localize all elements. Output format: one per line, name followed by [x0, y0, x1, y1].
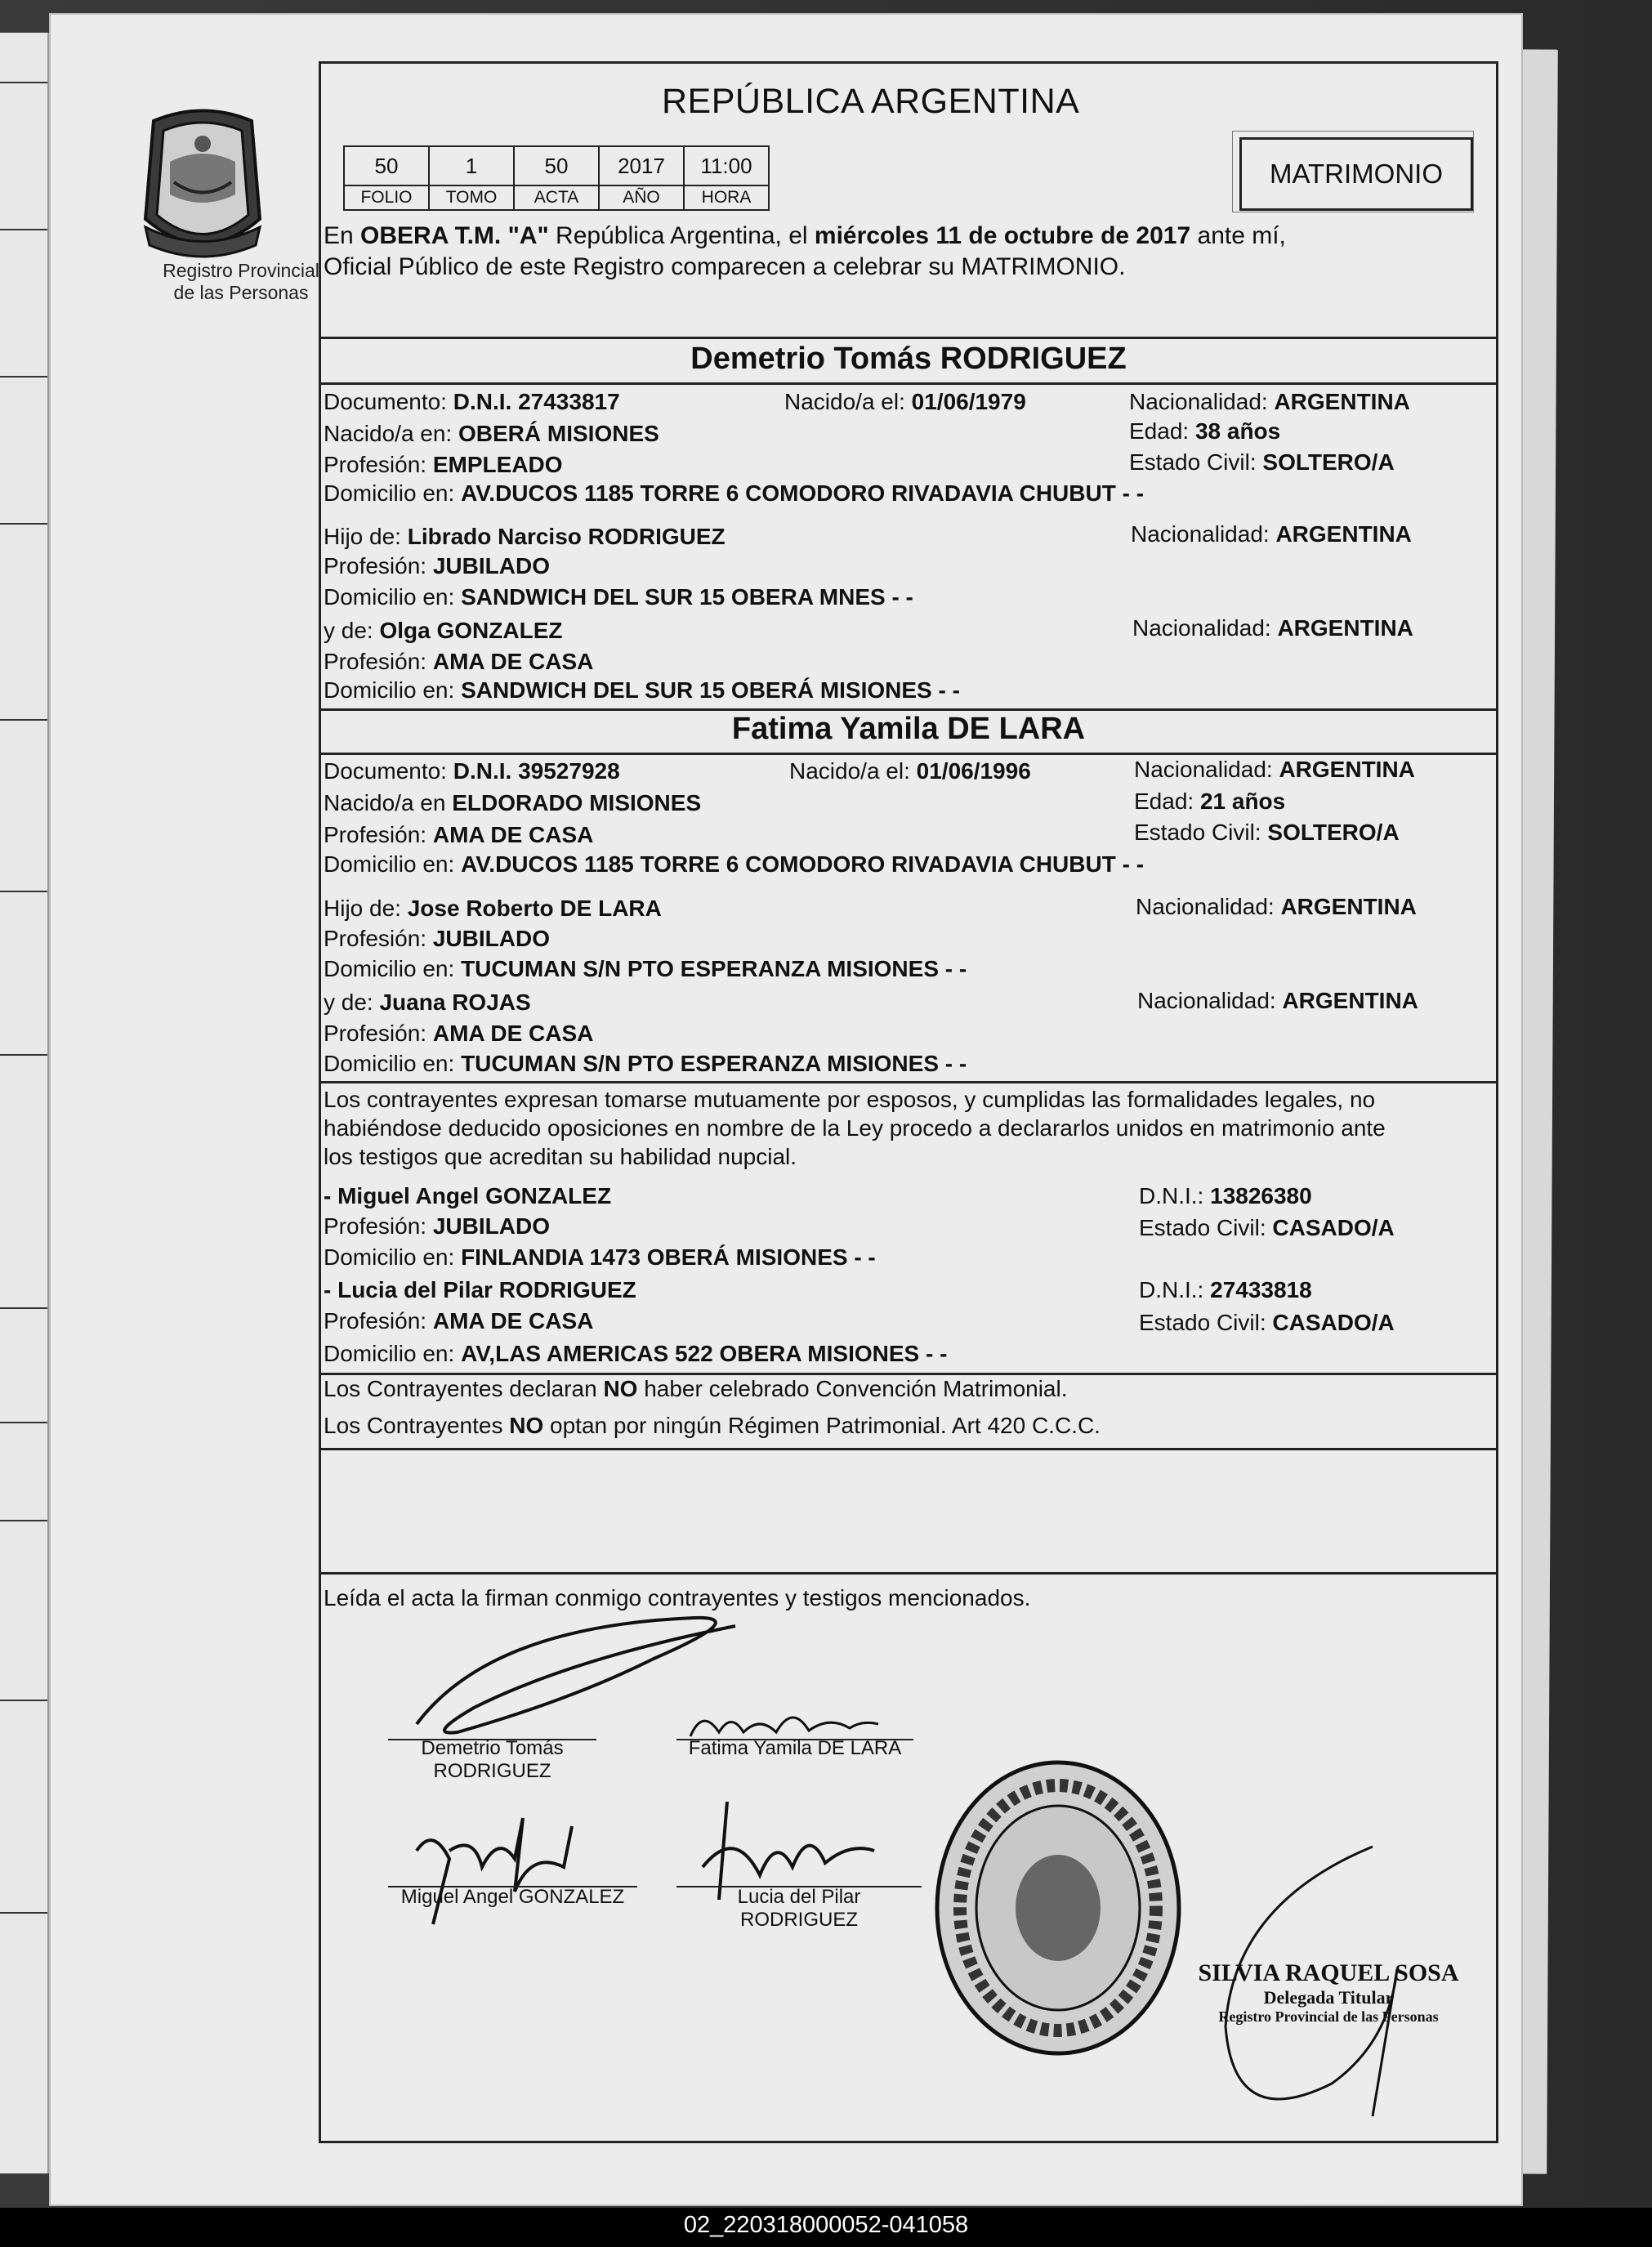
acta-label: ACTA [514, 185, 599, 210]
divider [319, 708, 1498, 711]
groom-mother-nationality: Nacionalidad: ARGENTINA [1132, 615, 1413, 641]
groom-father: Hijo de: Librado Narciso RODRIGUEZ [324, 524, 726, 549]
divider [319, 1081, 1498, 1083]
witness-2-signature-caption: Lucia del Pilar RODRIGUEZ [737, 1886, 861, 1931]
registry-caption: Registro Provincial de las Personas [163, 260, 319, 303]
groom-father-profession: Profesión: JUBILADO [324, 553, 550, 579]
bride-name: Fatima Yamila DE LARA [731, 712, 1086, 746]
hour-label: HORA [684, 185, 769, 210]
bride-father: Hijo de: Jose Roberto DE LARA [324, 896, 662, 921]
regime-line-2: Los Contrayentes NO optan por ningún Régimen Patrimonial. Art 420 C.C.C. [324, 1413, 1101, 1438]
groom-signature-caption: Demetrio Tomás RODRIGUEZ [421, 1737, 564, 1782]
left-page-fragment [0, 33, 49, 2173]
witness-1-civil-status: Estado Civil: CASADO/A [1139, 1215, 1395, 1240]
year-label: AÑO [599, 185, 684, 210]
bride-nationality: Nacionalidad: ARGENTINA [1134, 757, 1415, 782]
groom-mother-profession: Profesión: AMA DE CASA [324, 649, 594, 674]
groom-father-nationality: Nacionalidad: ARGENTINA [1131, 521, 1412, 547]
groom-mother-address: Domicilio en: SANDWICH DEL SUR 15 OBERÁ MISIONES - - [324, 677, 960, 703]
groom-mother: y de: Olga GONZALEZ [324, 618, 563, 643]
groom-father-address: Domicilio en: SANDWICH DEL SUR 15 OBERA MNES - - [324, 584, 913, 610]
bride-birthdate: Nacido/a el: 01/06/1996 [789, 758, 1031, 784]
folio-label: FOLIO [344, 185, 429, 210]
year-value: 2017 [599, 146, 684, 185]
tomo-value: 1 [429, 146, 514, 185]
official-stamp-icon [931, 1757, 1185, 2059]
hour-value: 11:00 [684, 146, 769, 185]
divider [319, 1448, 1498, 1450]
declaration-text: Los contrayentes expresan tomarse mutuamente por esposos, y cumplidas las formalidades legales, no habiéndose deducido oposiciones en nombre de la Ley procedo a declararlos unidos en matrimonio ante los testigos que acreditan su habilidad nupcial. [324, 1087, 1386, 1169]
witness-2-name: - Lucia del Pilar RODRIGUEZ [324, 1277, 636, 1302]
bride-age: Edad: 21 años [1134, 788, 1286, 814]
tomo-label: TOMO [429, 185, 514, 210]
witness-1-address: Domicilio en: FINLANDIA 1473 OBERÁ MISIONES - - [324, 1244, 876, 1270]
bride-profession: Profesión: AMA DE CASA [324, 822, 594, 847]
regime-line-1: Los Contrayentes declaran NO haber celebrado Convención Matrimonial. [324, 1376, 1068, 1401]
bride-father-profession: Profesión: JUBILADO [324, 926, 550, 951]
document-id: 02_220318000052-041058 [683, 2212, 969, 2238]
witness-1-name: - Miguel Angel GONZALEZ [324, 1183, 612, 1208]
groom-civil-status: Estado Civil: SOLTERO/A [1129, 449, 1395, 475]
groom-birthdate: Nacido/a el: 01/06/1979 [784, 389, 1026, 414]
divider [319, 337, 1498, 339]
witness-2-civil-status: Estado Civil: CASADO/A [1139, 1310, 1395, 1335]
folio-value: 50 [344, 146, 429, 185]
witness-1-signature-caption: Miguel Angel GONZALEZ [400, 1886, 625, 1908]
witness-1-profession: Profesión: JUBILADO [324, 1213, 550, 1239]
registry-data-table [343, 145, 770, 211]
witness-2-dni: D.N.I.: 27433818 [1139, 1277, 1312, 1302]
groom-nationality: Nacionalidad: ARGENTINA [1129, 389, 1410, 414]
bride-civil-status: Estado Civil: SOLTERO/A [1134, 820, 1400, 845]
groom-profession: Profesión: EMPLEADO [324, 452, 563, 477]
acta-value: 50 [514, 146, 599, 185]
bride-father-address: Domicilio en: TUCUMAN S/N PTO ESPERANZA MISIONES - - [324, 956, 967, 981]
official-block: SILVIA RAQUEL SOSA Delegada Titular Registro Provincial de las Personas [1198, 1959, 1459, 2025]
divider [319, 753, 1498, 755]
intro-text: En OBERA T.M. "A" República Argentina, el miércoles 11 de octubre de 2017 ante mí, Oficial Público de este Registro comparecen a celebrar su MATRIMONIO. [324, 222, 1286, 280]
witness-2-address: Domicilio en: AV,LAS AMERICAS 522 OBERA MISIONES - - [324, 1341, 948, 1366]
bride-mother-profession: Profesión: AMA DE CASA [324, 1021, 594, 1046]
divider [319, 1373, 1498, 1375]
groom-address: Domicilio en: AV.DUCOS 1185 TORRE 6 COMODORO RIVADAVIA CHUBUT - - [324, 480, 1145, 506]
page-title: REPÚBLICA ARGENTINA [662, 82, 1080, 121]
certificate-type: MATRIMONIO [1239, 137, 1473, 211]
witness-2-profession: Profesión: AMA DE CASA [324, 1308, 594, 1333]
groom-name: Demetrio Tomás RODRIGUEZ [690, 342, 1127, 376]
divider [319, 382, 1498, 385]
groom-birthplace: Nacido/a en: OBERÁ MISIONES [324, 421, 659, 446]
bride-signature-caption: Fatima Yamila DE LARA [688, 1737, 902, 1759]
bride-birthplace: Nacido/a en ELDORADO MISIONES [324, 790, 702, 815]
groom-age: Edad: 38 años [1129, 418, 1281, 444]
bride-address: Domicilio en: AV.DUCOS 1185 TORRE 6 COMODORO RIVADAVIA CHUBUT - - [324, 851, 1145, 877]
bride-mother: y de: Juana ROJAS [324, 989, 531, 1015]
groom-document: Documento: D.N.I. 27433817 [324, 389, 620, 414]
divider [319, 1572, 1498, 1575]
bride-father-nationality: Nacionalidad: ARGENTINA [1136, 894, 1417, 919]
bride-document: Documento: D.N.I. 39527928 [324, 758, 620, 784]
closing-text: Leída el acta la firman conmigo contrayentes y testigos mencionados. [324, 1585, 1031, 1610]
witness-1-signature-icon [400, 1802, 596, 1932]
province-seal-icon [121, 105, 284, 268]
bride-mother-address: Domicilio en: TUCUMAN S/N PTO ESPERANZA MISIONES - - [324, 1051, 967, 1076]
bride-mother-nationality: Nacionalidad: ARGENTINA [1137, 988, 1418, 1013]
witness-1-dni: D.N.I.: 13826380 [1139, 1183, 1312, 1208]
